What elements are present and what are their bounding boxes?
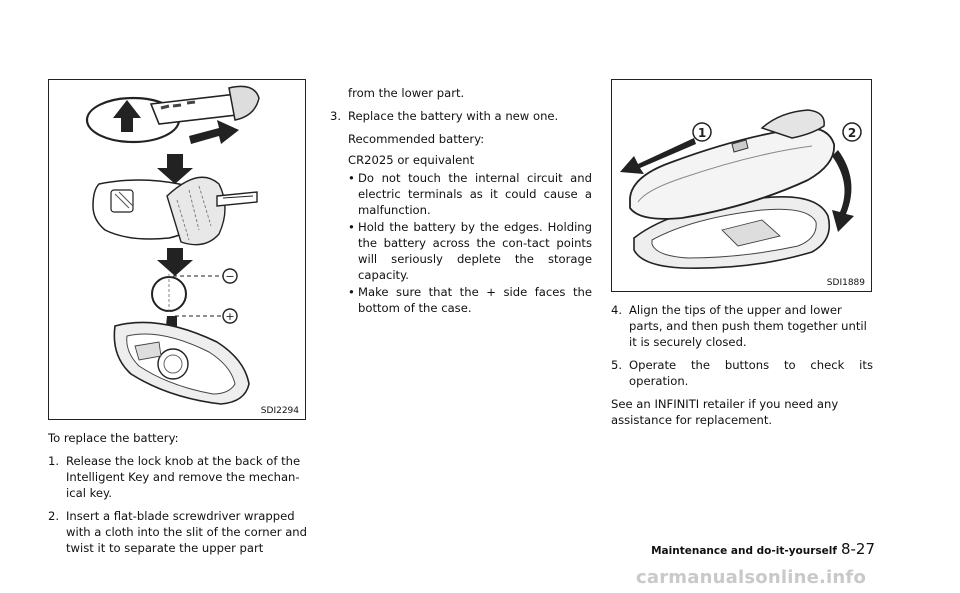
plus-label: + (225, 310, 235, 323)
callout-2-label: 2 (847, 126, 857, 140)
right-column (611, 302, 873, 435)
step-text: Insert a flat-blade screwdriver wrapped with a cloth into the slit of the corner and twist it to separate the upper part (66, 509, 308, 555)
step-text: Operate the buttons to check its operation. (629, 358, 873, 388)
bullet-dot-icon: • (348, 171, 355, 185)
step-number: 4. (611, 303, 623, 317)
step-2-start (48, 508, 310, 556)
middle-column (330, 85, 592, 317)
battery-label: Recommended battery: (348, 132, 485, 146)
intro-text: To replace the battery: (48, 431, 179, 445)
step-1 (48, 453, 310, 501)
step-number: 2. (48, 509, 60, 523)
fob-closing-illustration (612, 80, 871, 291)
step-4 (611, 302, 873, 350)
press-arrow-icon (832, 150, 854, 232)
figure-code: SDI2294 (260, 406, 299, 416)
step-text: Release the lock knob at the back of the Intelligent Key and remove the mechan-ical key. (66, 454, 301, 500)
down-arrow-icon (157, 248, 193, 276)
page-number: 8-27 (840, 540, 875, 558)
down-arrow-icon (157, 154, 193, 184)
section-title: Maintenance and do-it-yourself (651, 545, 837, 557)
step-number: 1. (48, 454, 60, 468)
step-text: Replace the battery with a new one. (348, 109, 559, 123)
step-text: Align the tips of the upper and lower parts, and then push them together until it is securely closed. (629, 303, 867, 349)
callout-1-label: 1 (697, 126, 707, 140)
battery-value: CR2025 or equivalent (348, 153, 475, 167)
key-disassembly-illustration (49, 80, 305, 419)
figure-sdi2294 (48, 79, 306, 420)
page-footer (640, 541, 875, 559)
figure-code: SDI1889 (826, 278, 865, 288)
bullet-text: Do not touch the internal circuit and electric terminals as it could cause a malfunction. (358, 171, 592, 217)
figure-sdi1889 (611, 79, 872, 292)
bullet-dot-icon: • (348, 285, 355, 299)
step-number: 5. (611, 358, 623, 372)
pull-arrow-icon (189, 120, 239, 144)
bullet-item (330, 170, 592, 218)
left-column (48, 430, 310, 563)
step-5 (611, 357, 873, 389)
bullet-dot-icon: • (348, 220, 355, 234)
closing-text: See an INFINITI retailer if you need any assistance for replacement. (611, 397, 839, 427)
watermark: carmanualsonline.info (636, 567, 867, 588)
fob-top (229, 86, 259, 120)
bullet-item (330, 219, 592, 283)
minus-label: − (225, 270, 235, 283)
step-2-continuation: from the lower part. (348, 86, 465, 100)
bullet-item (330, 284, 592, 316)
step-3 (330, 108, 592, 124)
step-number: 3. (330, 109, 342, 123)
release-arrow-icon (113, 100, 141, 132)
bullet-text: Make sure that the + side faces the bottom of the case. (358, 285, 592, 315)
bullet-text: Hold the battery by the edges. Holding the battery across the con-tact points will seriously deplete the storage capacity. (358, 220, 592, 282)
